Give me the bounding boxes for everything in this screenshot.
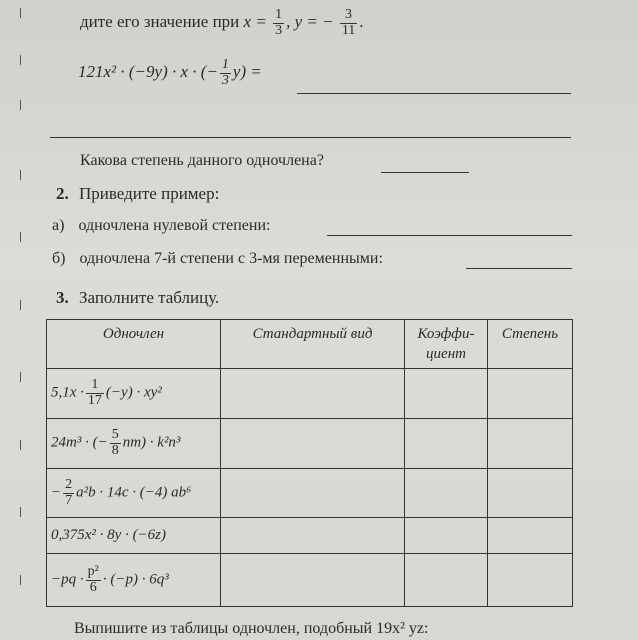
task2-heading: 2. Приведите пример: (56, 184, 220, 203)
coefficient-cell[interactable] (405, 369, 488, 419)
task1-condition: дите его значение при x = $\frac{1}{3}$ , y = − $\frac{3}{11}$ . (80, 7, 364, 38)
header-monomial: Одночлен (47, 320, 221, 369)
monomial-cell: 24m³ · (− $\frac{5}{8}$ nm) · k²n³ (47, 419, 221, 469)
margin-tick (20, 575, 21, 585)
margin-tick (20, 300, 21, 310)
table-row (47, 518, 573, 554)
margin-tick (20, 507, 21, 517)
standard-form-cell[interactable] (221, 419, 405, 469)
table-row (47, 369, 573, 419)
coefficient-cell[interactable] (405, 469, 488, 518)
answer-line[interactable] (297, 93, 571, 94)
margin-tick (20, 232, 21, 242)
task1-expression: 121x² · (−9y) · x · (− $\frac{1}{3}$ y) = (78, 57, 262, 88)
table-row (47, 554, 573, 607)
table-row (47, 419, 573, 469)
degree-question: Какова степень данного одночлена? (80, 152, 324, 169)
answer-line[interactable] (50, 137, 571, 138)
answer-line[interactable] (327, 235, 572, 236)
margin-tick (20, 440, 21, 450)
degree-cell[interactable] (488, 518, 573, 554)
monomial-cell: − $\frac{2}{7}$ a²b · 14c · (−4) ab⁶ (47, 469, 221, 518)
task3-heading: 3. Заполните таблицу. (56, 288, 220, 307)
table-row (47, 469, 573, 518)
degree-cell[interactable] (488, 369, 573, 419)
standard-form-cell[interactable] (221, 469, 405, 518)
monomial-cell: 5,1x · $\frac{1}{17}$ (−y) · xy² (47, 369, 221, 419)
standard-form-cell[interactable] (221, 554, 405, 607)
margin-tick (20, 55, 21, 65)
task2-item-a: а) одночлена нулевой степени: (52, 217, 271, 234)
monomial-table (46, 319, 573, 607)
coefficient-cell[interactable] (405, 554, 488, 607)
header-coefficient: Коэффи- циент (405, 320, 488, 369)
coefficient-cell[interactable] (405, 518, 488, 554)
monomial-cell: 0,375x² · 8y · (−6z) (47, 518, 221, 554)
degree-cell[interactable] (488, 419, 573, 469)
degree-cell[interactable] (488, 469, 573, 518)
task2-item-b: б) одночлена 7-й степени с 3-мя переменными: (52, 250, 383, 267)
answer-line[interactable] (466, 268, 572, 269)
header-standard-form: Стандартный вид (221, 320, 405, 369)
standard-form-cell[interactable] (221, 518, 405, 554)
answer-line[interactable] (381, 172, 469, 173)
monomial-cell: −pq · $\frac{\text{p²}}{6}$ · (−p) · 6q³ (47, 554, 221, 607)
margin-tick (20, 372, 21, 382)
coefficient-cell[interactable] (405, 419, 488, 469)
table-header-row (47, 320, 573, 369)
degree-cell[interactable] (488, 554, 573, 607)
margin-tick (20, 8, 21, 18)
margin-tick (20, 100, 21, 110)
standard-form-cell[interactable] (221, 369, 405, 419)
task-similar-monomial: Выпишите из таблицы одночлен, подобный 19x² yz: (74, 620, 429, 637)
margin-tick (20, 170, 21, 180)
header-degree: Степень (488, 320, 573, 369)
